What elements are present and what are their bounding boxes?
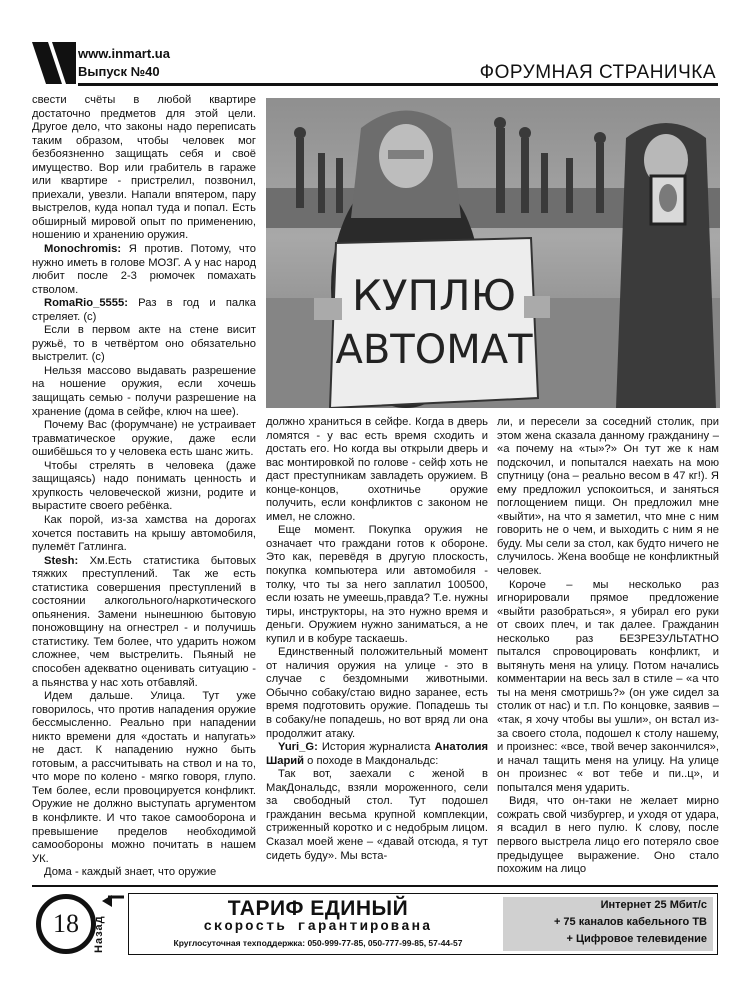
paragraph: должно храниться в сейфе. Когда в дверь ломятся - у вас есть время сходить и достать его. Но когда вы открыли дверь и вас монтировкой по голове - сейф хоть не даст преступникам завладеть оружием. В конце-концов, охотничье оружие получить, если конфликтов с законом не имел, не сложно. <box>266 416 488 523</box>
paragraph <box>266 741 488 768</box>
paragraph: Почему Вас (форумчане) не устраивает травматическое оружие, даже если ошибёшься то у человека есть шанс жить. <box>32 419 256 459</box>
paragraph-text: о походе в Макдональдс: <box>304 754 439 767</box>
paragraph: Так вот, заехали с женой в МакДональдс, взяли мороженного, сели за свободный стол. Тут подошел гражданин весьма крупной комплекции, стриженный коротко и с недобрым лицом. Сказал моей жене – «давай отсюда, я тут сидеть буду». Мы вста- <box>266 768 488 862</box>
article-column-1 <box>32 94 256 879</box>
paragraph: Короче – мы несколько раз игнорировали прямое предложение «выйти разобраться», я убирал его руки от своих плеч, и так далее. Гражданин несколько раз БЕЗРЕЗУЛЬТАТНО пытался спровоцировать конфликт, и вытянуть меня на улицу. Потом начались комментарии на весь зал в стиле – «а что ты на меня смотришь?» (он уже сидел за столик от нас) и т.п. По концовке, заявив – «так, я хочу чтобы вы ушли», он встал из-за своего стола, подошел к столу нашему, и произнес: «все, твой вечер закончился», и начал тащить меня на улицу. На улице он произнес « вот тебе и пи..ц», и попытался меня ударить. <box>497 578 719 794</box>
page-number: 18 <box>36 894 96 954</box>
ad-title: ТАРИФ ЕДИНЫЙ <box>227 897 409 920</box>
paragraph: Идем дальше. Улица. Тут уже говорилось, что против нападения оружие бессмысленно. Реально при нападении никто времени для «достать и напугать» не даст. К нападению нужно быть готовым, а рассчитывать на ствол и на то, что море по колено - мягко говоря, глупо. Тем более, если провоцируется конфликт. Оружие не должно выступать аргументом в конфликте. И что такое самооборона и превышение пределов необходимой самообороны можно почитать в нашем УК. <box>32 690 256 865</box>
protest-photo <box>266 98 720 408</box>
paragraph: Единственный положительный момент от наличия оружия на улице - это в случае с бездомными животными. Обычно собаку/стаю видно заранее, есть время подготовить оружие. Попадешь ты в собаку/не попадешь, но вот вряд ли она продолжит атаку. <box>266 646 488 740</box>
magazine-logo-mark <box>32 42 76 84</box>
sign-text-line-2: АВТОМАТ <box>335 327 533 373</box>
paragraph: Еще момент. Покупка оружия не означает что граждани готов к обороне. Это как, перевёдя в другую плоскость, покупка компьютера или автомобиля - толку, что ты за него заплатил 100500, если юзать не умеешь,правда? Т.е. нужны тиры, инструкторы, на это нужно время и деньги. Оружием нужно заниматься, а не купил и в кобуре таскаешь. <box>266 524 488 645</box>
ad-support-phones: Круглосуточная техподдержка: 050-999-77-85, 050-777-99-85, 57-44-57 <box>173 938 463 948</box>
paragraph-text: История журналиста <box>317 741 435 754</box>
site-url[interactable]: www.inmart.ua <box>78 46 170 61</box>
ad-feature-tv: + 75 каналов кабельного ТВ <box>553 916 707 928</box>
article-column-3 <box>497 416 719 881</box>
paragraph: ли, и пересели за соседний столик, при этом жена сказала данному гражданину – «а почему на «ты»?» Он тут же к нам подскочил, и попытался наехать на мою спутницу (она – реально весом в 47 кг!). Я ему предложил успокоиться, и заняться поглощением пищи. Он предложил мне «выйти», на что я заметил, что мне с ним говорить не о чем, и выходить с ним я не буду. Мы сели за стол, как будто ничего не случилось. Жена вообще не конфликтный человек. <box>497 416 719 578</box>
paragraph <box>32 297 256 324</box>
journalist-name: Анатолия Шарий <box>266 741 488 767</box>
footer-divider <box>32 885 718 887</box>
paragraph: Нельзя массово выдавать разрешение на ношение оружия, если хочешь защищать семью - получи разрешение на хранение (дома в сейфе, ключ на шее). <box>32 364 256 418</box>
section-title: ФОРУМНАЯ СТРАНИЧКА <box>479 62 716 83</box>
ad-feature-internet: Интернет 25 Мбит/с <box>600 899 707 911</box>
ad-features-block <box>503 897 713 951</box>
paragraph-text: Хм.Есть статистика бытовых тяжких преступлений. Так же есть статистика совершения преступлений в состоянии алкогольного/наркотического опьянения. Замени нынешнюю бытовую поножовщину на огнестрел - и получишь статистику. Тем более, что ударить ножом сложнее, чем выстрелить. Пьяный не способен адекватно оценивать ситуацию - а пьянства у нас хоть отбавляй. <box>32 554 256 689</box>
sign-text-line-1: КУПЛЮ <box>352 271 516 320</box>
paragraph-text: Я против. Потому, что нужно иметь в голове МОЗГ. А у нас народ любит после 2-3 рюмочек помахать стволом. <box>32 243 256 296</box>
paragraph: Если в первом акте на стене висит ружьё, то в четвёртом оно обязательно выстрелит. (c) <box>32 324 256 364</box>
paragraph: Чтобы стрелять в человека (даже защищаясь) надо понимать ценность и хрупкость человеческой жизни, родите и вырастите своего ребёнка. <box>32 459 256 513</box>
paragraph: свести счёты в любой квартире достаточно предметов для этой цели. Другое дело, что законы надо переписать таким образом, чтобы человек мог безбоязненно защищать себя и своё имущество. Вор или грабитель в гараже или квартире - пристрелил, позвонил, приехали, увезли. Напали впятером, пару выстрелов, куда нопал туда и попал. Есть обширный мировой опыт по применению, ношению и хранению оружия. <box>32 94 256 242</box>
paragraph <box>32 555 256 690</box>
back-link[interactable]: Назад <box>93 915 105 953</box>
paragraph <box>32 243 256 297</box>
forum-nickname: Yuri_G: <box>278 741 318 754</box>
advertisement-banner[interactable] <box>128 893 718 955</box>
paragraph-text: Раз в год и палка стреляет. (c) <box>32 297 256 323</box>
ad-feature-digital: + Цифровое телевидение <box>566 933 707 945</box>
paragraph: Видя, что он-таки не желает мирно сожрать свой чизбургер, и уходя от удара, я всадил в него пулю. К слову, после первого выстрела лицо его потеряло свое предыдущее выражение. Оно стало похожим на лицо <box>497 795 719 876</box>
ad-tariff-block <box>133 897 503 951</box>
forum-nickname: RomaRio_5555: <box>44 297 128 310</box>
paragraph: Дома - каждый знает, что оружие <box>44 866 217 879</box>
forum-nickname: Monochromis: <box>44 243 122 256</box>
ad-subtitle: скорость гарантирована <box>203 919 433 935</box>
paragraph: Как порой, из-за хамства на дорогах хочется поставить на крышу автомобиля, пулемёт Гатлинга. <box>32 513 256 554</box>
issue-number: Выпуск №40 <box>78 64 160 79</box>
forum-nickname: Stesh: <box>44 554 79 567</box>
article-column-2 <box>266 416 488 881</box>
